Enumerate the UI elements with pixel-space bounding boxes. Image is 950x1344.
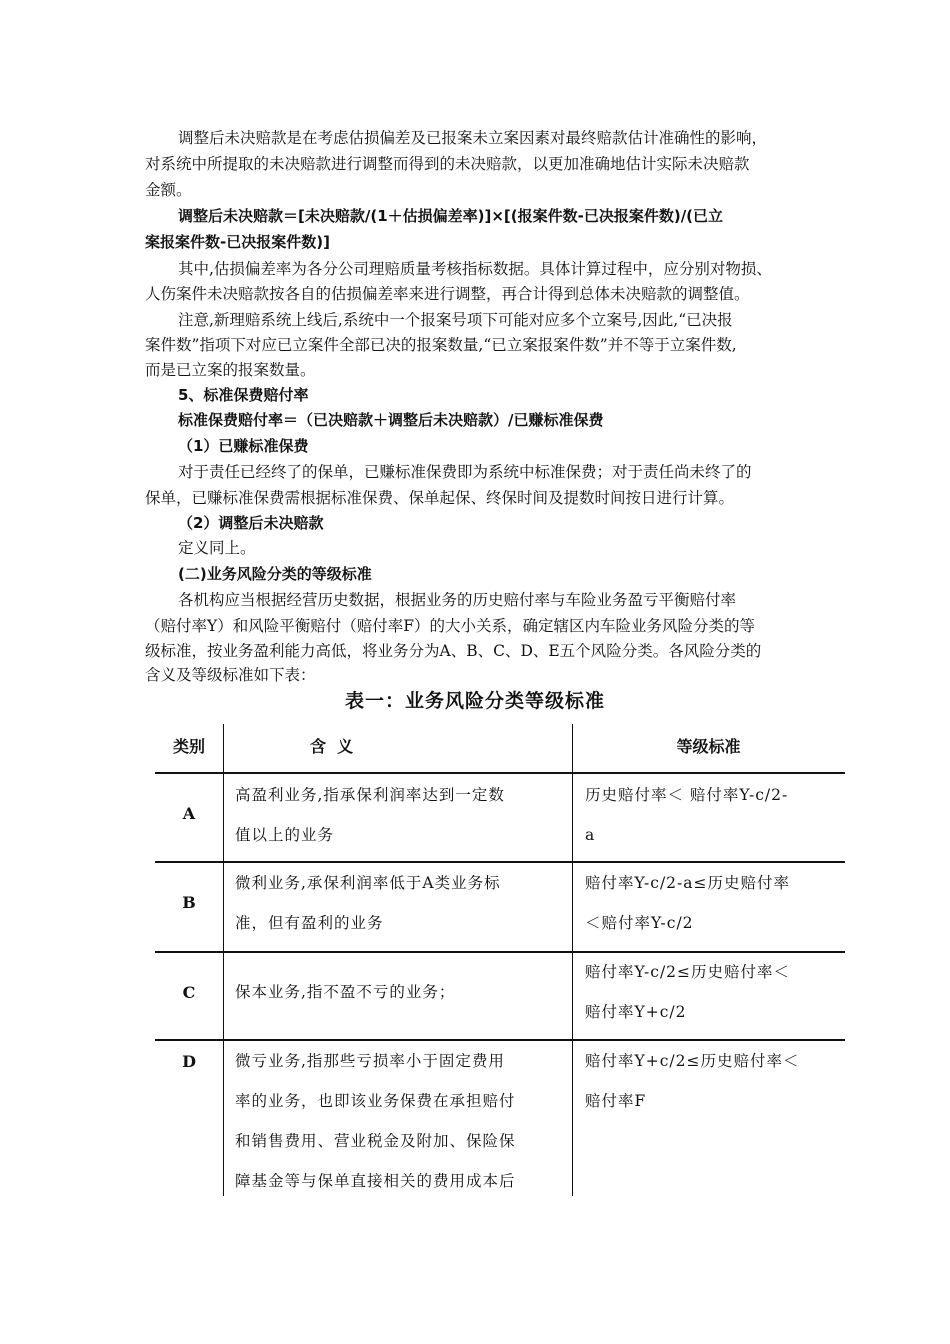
table-row-category: A: [182, 804, 196, 823]
formula-line: 标准保费赔付率＝（已决赔款＋调整后未决赔款）/已赚标准保费: [178, 411, 604, 429]
paragraph-line: 各机构应当根据经营历史数据，根据业务的历史赔付率与车险业务盈亏平衡赔付率: [178, 591, 737, 609]
paragraph-line: 金额。: [145, 181, 192, 199]
paragraph-line: 注意,新理赔系统上线后,系统中一个报案号项下可能对应多个立案号,因此,“已决报: [178, 311, 733, 329]
cell-line: 微利业务,承保利润率低于A类业务标: [235, 874, 501, 892]
cell-line: 赔付率Y+c/2≤历史赔付率＜: [585, 1052, 800, 1070]
cell-line: 高盈利业务,指承保利润率达到一定数: [235, 786, 505, 804]
cell-line: ＜赔付率Y-c/2: [585, 914, 694, 932]
section-heading: 5、标准保费赔付率: [178, 386, 309, 404]
table-cell-standard: [585, 863, 790, 943]
table-cell-meaning: [235, 775, 505, 855]
table-header-meaning: 含 义: [310, 737, 354, 756]
paragraph-line: 而是已立案的报案数量。: [145, 361, 316, 379]
cell-line: 率的业务，也即该业务保费在承担赔付: [235, 1092, 516, 1110]
paragraph-line: 其中,估损偏差率为各分公司理赔质量考核指标数据。具体计算过程中，应分别对物损、: [178, 260, 772, 278]
table-title: 表一：业务风险分类等级标准: [344, 690, 605, 712]
paragraph-line: 保单，已赚标准保费需根据标准保费、保单起保、终保时间及提数时间按日进行计算。: [145, 489, 735, 507]
cell-line: 赔付率Y-c/2-a≤历史赔付率: [585, 874, 790, 892]
table-cell-meaning: [235, 972, 455, 1012]
table-cell-meaning: [235, 1041, 516, 1201]
paragraph-line: 案件数”指项下对应已立案件全部已决的报案数量,“已立案报案件数”并不等于立案件数,: [145, 336, 737, 354]
table-column-divider: [572, 724, 573, 1196]
subsection-heading: （2）调整后未决赔款: [178, 514, 324, 532]
table-cell-standard: [585, 775, 788, 855]
cell-line: 障基金等与保单直接相关的费用成本后: [235, 1172, 516, 1190]
cell-line: 微亏业务,指那些亏损率小于固定费用: [235, 1052, 505, 1070]
table-row-category: B: [182, 893, 196, 912]
cell-line: 历史赔付率＜ 赔付率Y-c/2-: [585, 786, 789, 804]
table-header-standard: 等级标准: [676, 737, 741, 756]
cell-line: 值以上的业务: [235, 826, 335, 844]
paragraph-line: 调整后未决赔款是在考虑估损偏差及已报案未立案因素对最终赔款估计准确性的影响，: [178, 129, 768, 147]
cell-line: 准，但有盈利的业务: [235, 914, 384, 932]
table-header-category: 类别: [172, 737, 205, 756]
cell-line: a: [585, 826, 596, 844]
formula-line: 调整后未决赔款＝[未决赔款/(1＋估损偏差率)]×[(报案件数-已决报案件数)/(已立: [178, 207, 724, 225]
cell-line: 赔付率F: [585, 1092, 647, 1110]
table-row-category: D: [182, 1052, 196, 1071]
paragraph-line: 人伤案件未决赔款按各自的估损偏差率来进行调整，再合计得到总体未决赔款的调整值。: [145, 285, 750, 303]
paragraph-line: 对系统中所提取的未决赔款进行调整而得到的未决赔款，以更加准确地估计实际未决赔款: [145, 155, 750, 173]
cell-line: 和销售费用、营业税金及附加、保险保: [235, 1132, 516, 1150]
paragraph-line: 对于责任已经终了的保单，已赚标准保费即为系统中标准保费；对于责任尚未终了的: [178, 463, 752, 481]
paragraph-line: （赔付率Y）和风险平衡赔付（赔付率F）的大小关系，确定辖区内车险业务风险分类的等: [145, 617, 755, 635]
table-cell-standard: [585, 1041, 799, 1121]
table-row-category: C: [182, 983, 196, 1002]
formula-line: 案报案件数-已决报案件数)]: [145, 233, 330, 251]
subsection-heading: （1）已赚标准保费: [178, 437, 309, 455]
table-cell-standard: [585, 952, 790, 1032]
table-column-divider: [223, 724, 224, 1196]
cell-line: 保本业务,指不盈不亏的业务；: [235, 983, 456, 1001]
cell-line: 赔付率Y+c/2: [585, 1003, 687, 1021]
table-cell-meaning: [235, 863, 501, 943]
section-heading: (二)业务风险分类的等级标准: [178, 565, 372, 583]
table-rule: [155, 772, 845, 774]
paragraph-line: 含义及等级标准如下表：: [145, 666, 316, 684]
paragraph-line: 级标准，按业务盈利能力高低，将业务分为A、B、C、D、E五个风险分类。各风险分类的: [145, 642, 762, 660]
paragraph-line: 定义同上。: [178, 539, 256, 557]
cell-line: 赔付率Y-c/2≤历史赔付率＜: [585, 963, 791, 981]
